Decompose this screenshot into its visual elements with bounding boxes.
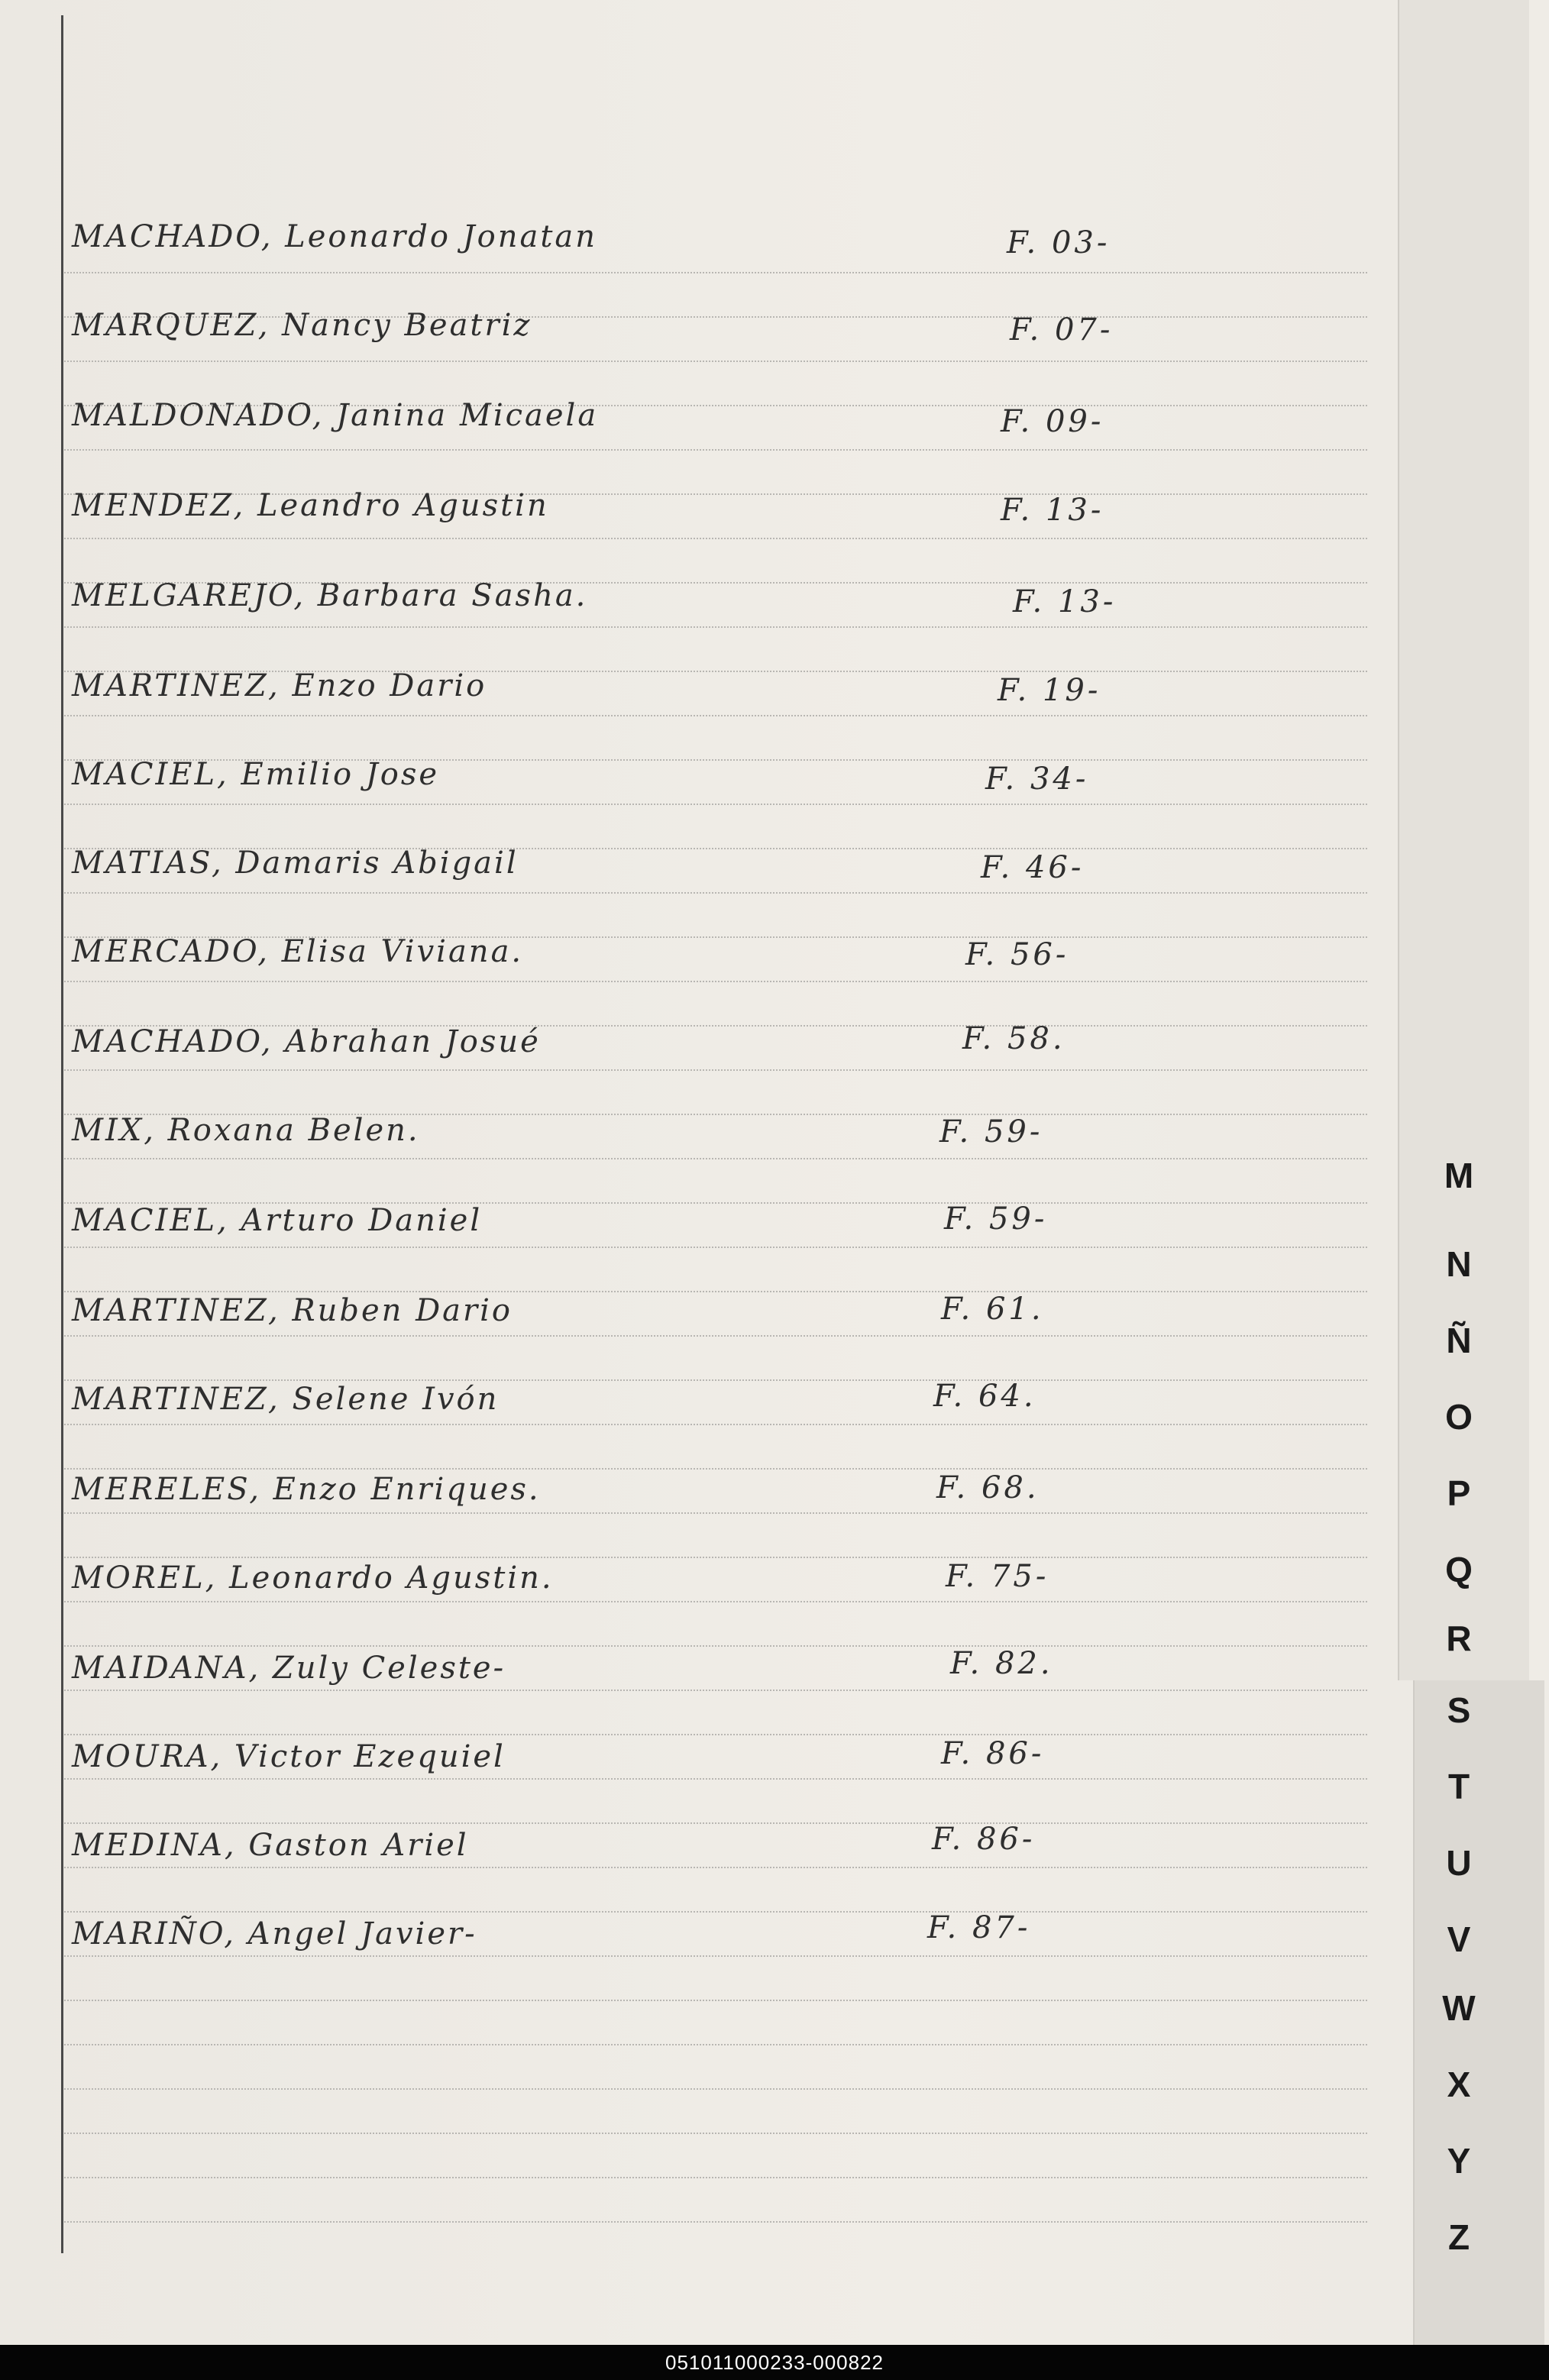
entry-name: MARTINEZ, Selene Ivón bbox=[72, 1382, 500, 1417]
entry-name: MERCADO, Elisa Viviana. bbox=[72, 934, 524, 969]
entry-name: MACHADO, Abrahan Josué bbox=[72, 1024, 541, 1059]
entry-folio: F. 68. bbox=[936, 1470, 1040, 1505]
tab-letter-3[interactable]: O bbox=[1445, 1397, 1473, 1437]
entry-folio: F. 09- bbox=[1001, 404, 1104, 439]
entry-name: MARTINEZ, Ruben Dario bbox=[72, 1293, 513, 1328]
tab-letter-12[interactable]: X bbox=[1447, 2065, 1471, 2104]
entry-folio: F. 34- bbox=[985, 762, 1089, 797]
tab-letter-13[interactable]: Y bbox=[1447, 2141, 1471, 2181]
entry-folio: F. 07- bbox=[1010, 312, 1114, 348]
entry-name: MALDONADO, Janina Micaela bbox=[72, 398, 599, 433]
tab-letter-9[interactable]: U bbox=[1446, 1843, 1472, 1883]
tab-letter-11[interactable]: W bbox=[1442, 1988, 1476, 2028]
tab-letter-8[interactable]: T bbox=[1447, 1767, 1470, 1806]
entry-name: MEDINA, Gaston Ariel bbox=[72, 1828, 469, 1863]
entry-name: MARQUEZ, Nancy Beatriz bbox=[72, 308, 532, 343]
entry-folio: F. 03- bbox=[1007, 225, 1111, 260]
entry-folio: F. 75- bbox=[946, 1559, 1049, 1594]
tab-letter-14[interactable]: Z bbox=[1447, 2217, 1470, 2257]
entry-name: MENDEZ, Leandro Agustin bbox=[72, 488, 549, 523]
tab-letter-10[interactable]: V bbox=[1447, 1919, 1471, 1959]
entry-name: MACHADO, Leonardo Jonatan bbox=[72, 219, 598, 254]
entry-folio: F. 64. bbox=[933, 1379, 1036, 1414]
tab-letter-7[interactable]: S bbox=[1447, 1690, 1471, 1730]
entry-folio: F. 19- bbox=[998, 673, 1101, 708]
entry-name: MERELES, Enzo Enriques. bbox=[72, 1472, 541, 1507]
entry-folio: F. 59- bbox=[944, 1201, 1048, 1237]
entry-name: MOREL, Leonardo Agustin. bbox=[72, 1560, 554, 1596]
entry-name: MACIEL, Arturo Daniel bbox=[72, 1203, 483, 1238]
entry-folio: F. 56- bbox=[965, 937, 1069, 972]
entry-folio: F. 58. bbox=[962, 1021, 1066, 1056]
entry-folio: F. 86- bbox=[932, 1822, 1036, 1857]
entry-name: MARTINEZ, Enzo Dario bbox=[72, 668, 487, 703]
entry-folio: F. 86- bbox=[941, 1736, 1045, 1771]
entry-name: MELGAREJO, Barbara Sasha. bbox=[72, 578, 588, 613]
tab-letter-1[interactable]: N bbox=[1446, 1244, 1472, 1284]
entry-name: MARIÑO, Angel Javier- bbox=[72, 1916, 477, 1952]
entry-name: MIX, Roxana Belen. bbox=[72, 1113, 420, 1148]
entry-name: MAIDANA, Zuly Celeste- bbox=[72, 1651, 506, 1686]
tab-letter-2[interactable]: Ñ bbox=[1446, 1321, 1472, 1360]
entry-folio: F. 59- bbox=[939, 1114, 1043, 1150]
document-id-footer: 051011000233-000822 bbox=[0, 2345, 1549, 2380]
entry-folio: F. 82. bbox=[950, 1646, 1053, 1681]
tab-letter-6[interactable]: R bbox=[1446, 1618, 1472, 1658]
entry-folio: F. 46- bbox=[981, 850, 1085, 885]
entry-folio: F. 87- bbox=[927, 1910, 1031, 1945]
entry-name: MACIEL, Emilio Jose bbox=[72, 757, 440, 792]
entry-name: MATIAS, Damaris Abigail bbox=[72, 846, 519, 881]
tab-letter-0[interactable]: M bbox=[1444, 1156, 1474, 1195]
tab-letter-4[interactable]: P bbox=[1447, 1473, 1471, 1513]
entry-folio: F. 61. bbox=[941, 1292, 1044, 1327]
entry-name: MOURA, Victor Ezequiel bbox=[72, 1739, 506, 1774]
tab-letter-5[interactable]: Q bbox=[1445, 1550, 1473, 1589]
entry-folio: F. 13- bbox=[1001, 493, 1104, 528]
alphabet-index-tabs bbox=[1398, 0, 1549, 2345]
entry-folio: F. 13- bbox=[1013, 584, 1117, 619]
